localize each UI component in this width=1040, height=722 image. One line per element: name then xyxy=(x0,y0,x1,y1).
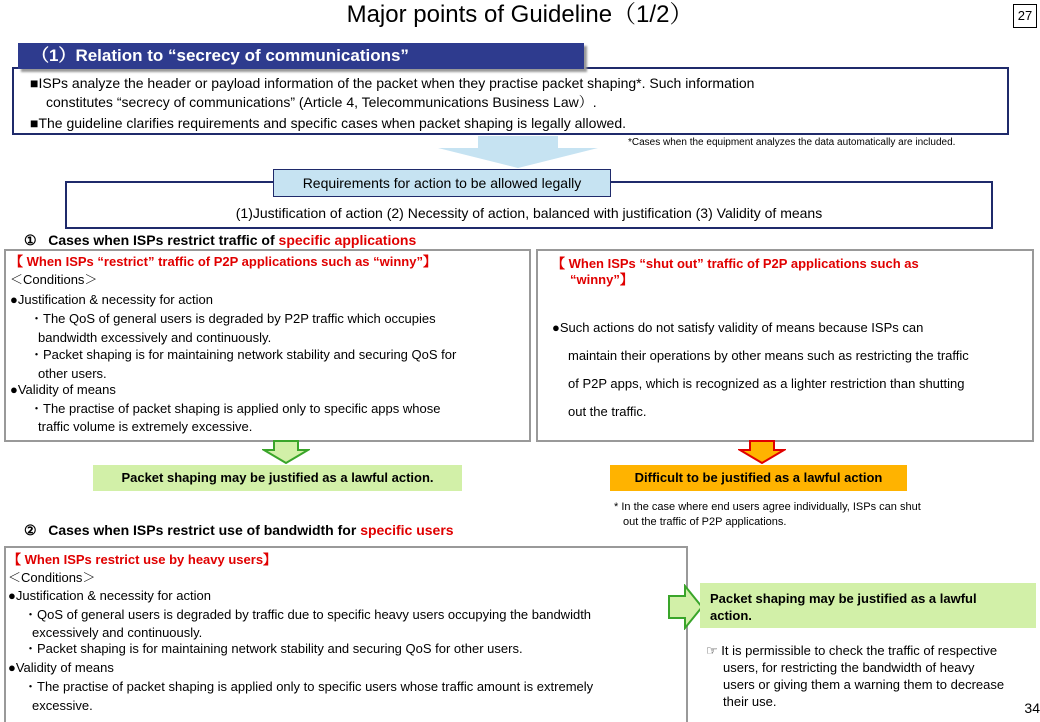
section1-footnote: *Cases when the equipment analyzes the data automatically are included. xyxy=(628,137,956,148)
slide-number: 27 xyxy=(1013,4,1037,28)
case1-left-content: 【 When ISPs “restrict” traffic of P2P applications such as “winny”】 ＜Conditions＞ ●Justification & necessity for action ・The QoS of general users is degraded by P2P traffic which occupies bandwidth excessively and continuously. ・Packet shaping is for maintaining network stability and securing QoS for other users. ●Validity of means ・The practise of packet shaping is applied only to specific apps whose traffic volume is extremely excessive. xyxy=(10,254,457,434)
page-title: Major points of Guideline（1/2） xyxy=(346,1,694,28)
case1-result-unlawful: Difficult to be justified as a lawful action xyxy=(610,465,907,491)
case2-result-lawful: Packet shaping may be justified as a lawful action. xyxy=(700,583,1036,628)
case2-heading: ② Cases when ISPs restrict use of bandwidth for specific users xyxy=(24,522,454,538)
green-right-arrow-icon xyxy=(668,584,704,630)
page-number: 34 xyxy=(1024,700,1040,716)
case1-heading: ① Cases when ISPs restrict traffic of specific applications xyxy=(24,232,417,248)
section1-bullet1: ■ISPs analyze the header or payload information of the packet when they practise packet shaping*. Such information constitutes “secrecy of communications” (Article 4, Telecommunications Business Law）. xyxy=(30,75,755,110)
requirements-text: (1)Justification of action (2) Necessity of action, balanced with justification (3) Validity of means xyxy=(235,205,823,221)
case1-note: * In the case where end users agree individually, ISPs can shut out the traffic of P2P applications. xyxy=(614,501,921,528)
section1-heading: （1）Relation to “secrecy of communications” xyxy=(18,43,584,69)
green-down-arrow-icon xyxy=(262,440,310,464)
section1-bullet2: ■The guideline clarifies requirements and specific cases when packet shaping is legally allowed. xyxy=(30,115,627,131)
bullet-square: ■ xyxy=(30,115,39,131)
case1-result-lawful: Packet shaping may be justified as a lawful action. xyxy=(93,465,462,491)
bullet-square: ■ xyxy=(30,75,39,91)
case2-note: ☞ It is permissible to check the traffic of respective users, for restricting the bandwidth of heavy users or giving them a warning them to decrease their use. xyxy=(706,643,1005,709)
red-down-arrow-icon xyxy=(738,440,786,464)
case1-right-content: 【 When ISPs “shut out” traffic of P2P applications such as “winny”】 ●Such actions do not satisfy validity of means because ISPs can maintain their operations by other means such as restricting the traffic of P2P apps, which is recognized as a lighter restriction than shutting out the traffic. xyxy=(552,256,969,419)
pointing-hand-icon: ☞ xyxy=(706,643,718,658)
case2-content: 【 When ISPs restrict use by heavy users】 ＜Conditions＞ ●Justification & necessity for action ・QoS of general users is degraded by traffic due to specific heavy users occupying the bandwidth excessively and continuously. ・Packet shaping is for maintaining network stability and securing QoS for other users. ●Validity of means ・The practise of packet shaping is applied only to specific users whose traffic amount is extremely excessive. xyxy=(8,552,594,713)
requirements-label: Requirements for action to be allowed legally xyxy=(273,169,611,197)
down-arrow-icon xyxy=(438,136,598,168)
